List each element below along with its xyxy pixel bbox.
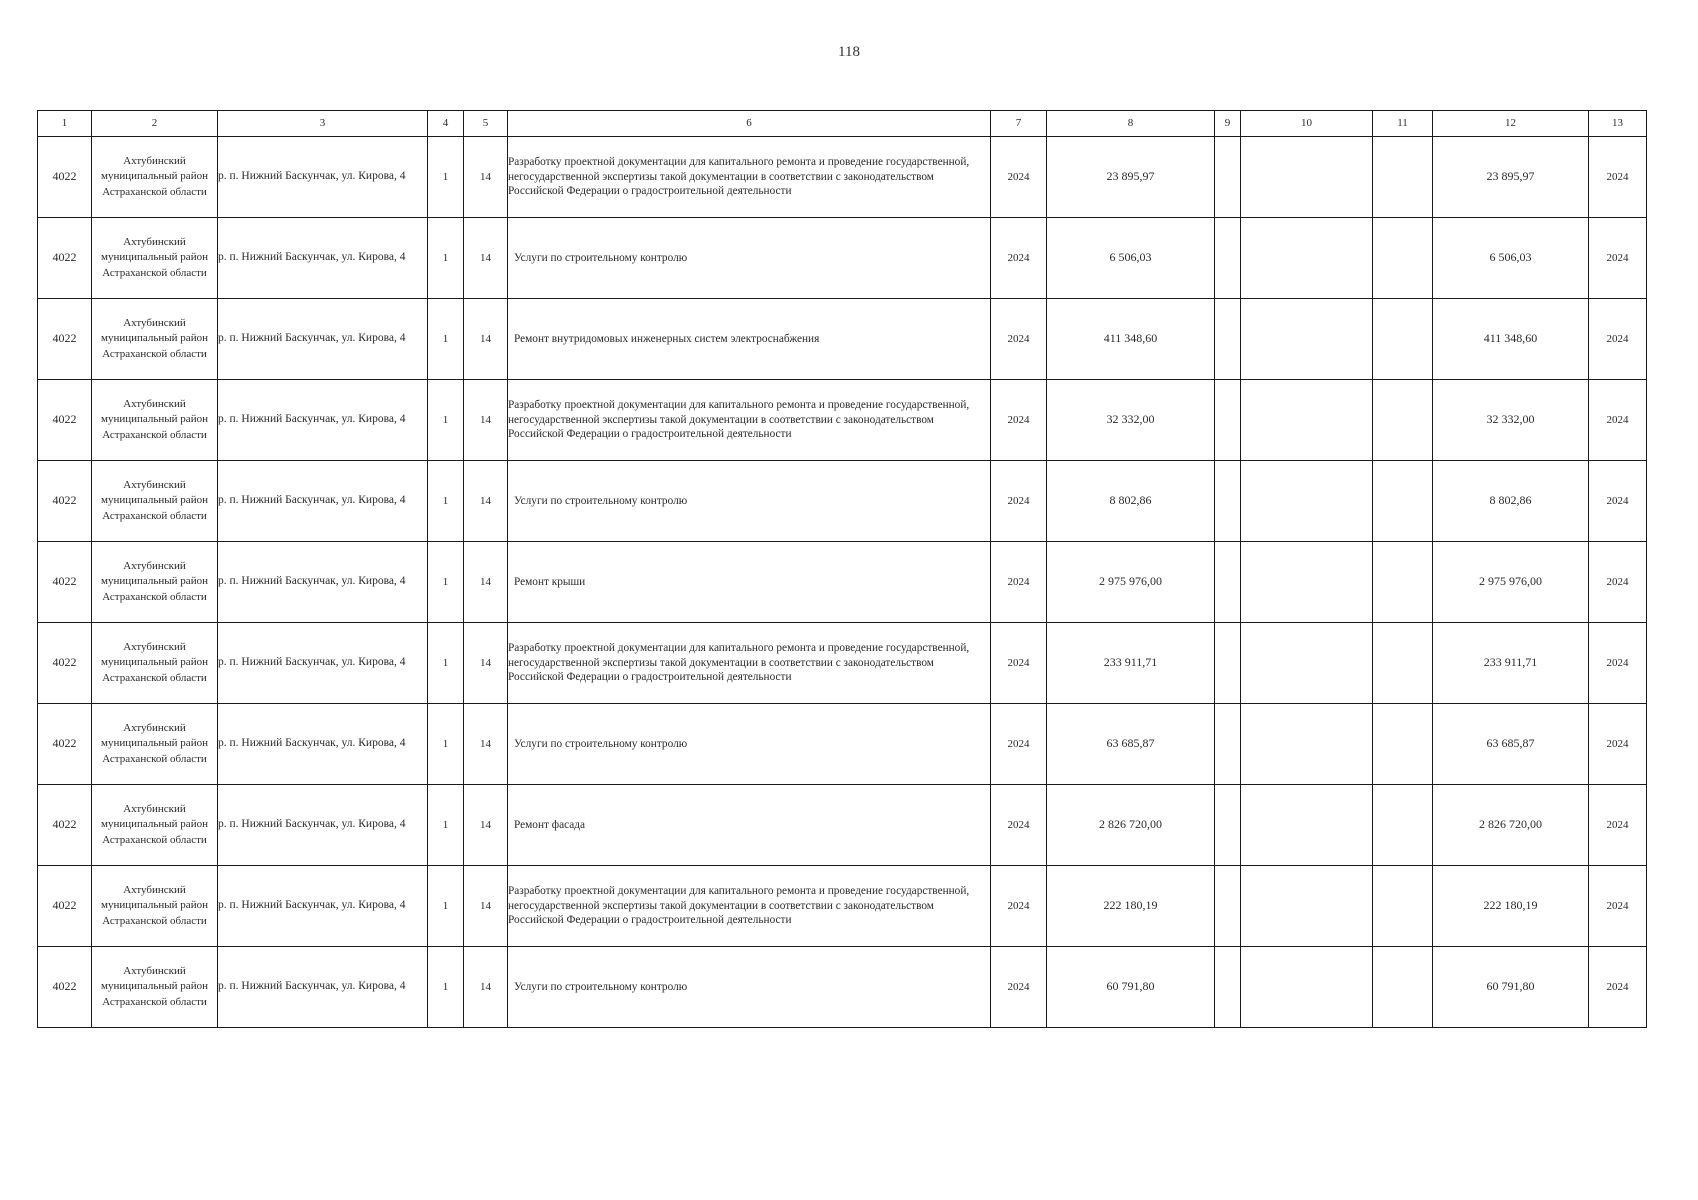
total-cost-cell: 63 685,87 <box>1047 704 1215 785</box>
year-cell: 2024 <box>991 137 1047 218</box>
col4-cell: 1 <box>428 542 464 623</box>
col11-cell <box>1373 947 1433 1028</box>
column-number: 5 <box>464 111 508 137</box>
work-type-cell: Услуги по строительному контролю <box>508 704 991 785</box>
table-row <box>38 947 1647 1028</box>
column-number: 12 <box>1433 111 1589 137</box>
col9-cell <box>1215 299 1241 380</box>
completion-year-cell: 2024 <box>1589 137 1647 218</box>
col10-cell <box>1241 218 1373 299</box>
record-id-cell: 4022 <box>38 623 92 704</box>
col11-cell <box>1373 137 1433 218</box>
record-id-cell: 4022 <box>38 380 92 461</box>
column-number-row <box>38 111 1647 137</box>
record-id-cell: 4022 <box>38 299 92 380</box>
col9-cell <box>1215 704 1241 785</box>
table-row <box>38 623 1647 704</box>
work-type-cell: Ремонт крыши <box>508 542 991 623</box>
col9-cell <box>1215 461 1241 542</box>
col5-cell: 14 <box>464 542 508 623</box>
column-number: 13 <box>1589 111 1647 137</box>
completion-year-cell: 2024 <box>1589 380 1647 461</box>
municipality-cell: Ахтубинский муниципальный район Астраханской области <box>92 137 218 218</box>
col4-cell: 1 <box>428 461 464 542</box>
repair-schedule-table <box>37 110 1647 1028</box>
year-cell: 2024 <box>991 461 1047 542</box>
year-cell: 2024 <box>991 785 1047 866</box>
total-cost-cell: 6 506,03 <box>1047 218 1215 299</box>
record-id-cell: 4022 <box>38 461 92 542</box>
fund-cost-cell: 2 826 720,00 <box>1433 785 1589 866</box>
column-number: 8 <box>1047 111 1215 137</box>
completion-year-cell: 2024 <box>1589 623 1647 704</box>
col9-cell <box>1215 785 1241 866</box>
col10-cell <box>1241 299 1373 380</box>
col10-cell <box>1241 704 1373 785</box>
year-cell: 2024 <box>991 704 1047 785</box>
col5-cell: 14 <box>464 299 508 380</box>
table-body <box>38 137 1647 1028</box>
year-cell: 2024 <box>991 542 1047 623</box>
completion-year-cell: 2024 <box>1589 461 1647 542</box>
work-type-cell: Услуги по строительному контролю <box>508 947 991 1028</box>
fund-cost-cell: 222 180,19 <box>1433 866 1589 947</box>
table-row <box>38 785 1647 866</box>
col10-cell <box>1241 137 1373 218</box>
record-id-cell: 4022 <box>38 137 92 218</box>
fund-cost-cell: 23 895,97 <box>1433 137 1589 218</box>
total-cost-cell: 23 895,97 <box>1047 137 1215 218</box>
record-id-cell: 4022 <box>38 785 92 866</box>
address-cell: р. п. Нижний Баскунчак, ул. Кирова, 4 <box>218 704 428 785</box>
col5-cell: 14 <box>464 218 508 299</box>
col5-cell: 14 <box>464 137 508 218</box>
fund-cost-cell: 2 975 976,00 <box>1433 542 1589 623</box>
address-cell: р. п. Нижний Баскунчак, ул. Кирова, 4 <box>218 623 428 704</box>
address-cell: р. п. Нижний Баскунчак, ул. Кирова, 4 <box>218 461 428 542</box>
work-type-cell: Разработку проектной документации для капитального ремонта и проведение государственной, негосударственной экспертизы такой документации в соответствии с законодательством Российской Федерации о градостроительной деятельности <box>508 137 991 218</box>
col4-cell: 1 <box>428 785 464 866</box>
total-cost-cell: 60 791,80 <box>1047 947 1215 1028</box>
col11-cell <box>1373 461 1433 542</box>
col5-cell: 14 <box>464 866 508 947</box>
completion-year-cell: 2024 <box>1589 542 1647 623</box>
col11-cell <box>1373 299 1433 380</box>
completion-year-cell: 2024 <box>1589 704 1647 785</box>
col11-cell <box>1373 380 1433 461</box>
col11-cell <box>1373 542 1433 623</box>
total-cost-cell: 8 802,86 <box>1047 461 1215 542</box>
col11-cell <box>1373 704 1433 785</box>
year-cell: 2024 <box>991 380 1047 461</box>
table-row <box>38 380 1647 461</box>
col4-cell: 1 <box>428 704 464 785</box>
col5-cell: 14 <box>464 704 508 785</box>
column-number: 6 <box>508 111 991 137</box>
record-id-cell: 4022 <box>38 947 92 1028</box>
col11-cell <box>1373 785 1433 866</box>
work-type-cell: Услуги по строительному контролю <box>508 218 991 299</box>
fund-cost-cell: 411 348,60 <box>1433 299 1589 380</box>
col4-cell: 1 <box>428 218 464 299</box>
table-row <box>38 299 1647 380</box>
col10-cell <box>1241 461 1373 542</box>
total-cost-cell: 2 975 976,00 <box>1047 542 1215 623</box>
col5-cell: 14 <box>464 785 508 866</box>
address-cell: р. п. Нижний Баскунчак, ул. Кирова, 4 <box>218 785 428 866</box>
year-cell: 2024 <box>991 299 1047 380</box>
address-cell: р. п. Нижний Баскунчак, ул. Кирова, 4 <box>218 218 428 299</box>
col5-cell: 14 <box>464 380 508 461</box>
municipality-cell: Ахтубинский муниципальный район Астраханской области <box>92 866 218 947</box>
address-cell: р. п. Нижний Баскунчак, ул. Кирова, 4 <box>218 137 428 218</box>
municipality-cell: Ахтубинский муниципальный район Астраханской области <box>92 218 218 299</box>
col4-cell: 1 <box>428 299 464 380</box>
municipality-cell: Ахтубинский муниципальный район Астраханской области <box>92 785 218 866</box>
fund-cost-cell: 63 685,87 <box>1433 704 1589 785</box>
completion-year-cell: 2024 <box>1589 947 1647 1028</box>
col9-cell <box>1215 542 1241 623</box>
col11-cell <box>1373 623 1433 704</box>
municipality-cell: Ахтубинский муниципальный район Астраханской области <box>92 623 218 704</box>
column-number: 7 <box>991 111 1047 137</box>
col10-cell <box>1241 947 1373 1028</box>
record-id-cell: 4022 <box>38 866 92 947</box>
page-number: 118 <box>838 44 860 60</box>
col4-cell: 1 <box>428 623 464 704</box>
column-number: 3 <box>218 111 428 137</box>
column-number: 1 <box>38 111 92 137</box>
table-row <box>38 704 1647 785</box>
address-cell: р. п. Нижний Баскунчак, ул. Кирова, 4 <box>218 866 428 947</box>
col9-cell <box>1215 218 1241 299</box>
col11-cell <box>1373 866 1433 947</box>
year-cell: 2024 <box>991 218 1047 299</box>
total-cost-cell: 2 826 720,00 <box>1047 785 1215 866</box>
col10-cell <box>1241 380 1373 461</box>
col4-cell: 1 <box>428 137 464 218</box>
address-cell: р. п. Нижний Баскунчак, ул. Кирова, 4 <box>218 299 428 380</box>
work-type-cell: Ремонт фасада <box>508 785 991 866</box>
completion-year-cell: 2024 <box>1589 785 1647 866</box>
col10-cell <box>1241 542 1373 623</box>
column-number: 9 <box>1215 111 1241 137</box>
table-row <box>38 218 1647 299</box>
municipality-cell: Ахтубинский муниципальный район Астраханской области <box>92 542 218 623</box>
year-cell: 2024 <box>991 866 1047 947</box>
total-cost-cell: 233 911,71 <box>1047 623 1215 704</box>
col10-cell <box>1241 785 1373 866</box>
fund-cost-cell: 8 802,86 <box>1433 461 1589 542</box>
municipality-cell: Ахтубинский муниципальный район Астраханской области <box>92 704 218 785</box>
fund-cost-cell: 233 911,71 <box>1433 623 1589 704</box>
address-cell: р. п. Нижний Баскунчак, ул. Кирова, 4 <box>218 380 428 461</box>
col5-cell: 14 <box>464 947 508 1028</box>
col10-cell <box>1241 866 1373 947</box>
col4-cell: 1 <box>428 380 464 461</box>
column-number: 10 <box>1241 111 1373 137</box>
work-type-cell: Услуги по строительному контролю <box>508 461 991 542</box>
year-cell: 2024 <box>991 947 1047 1028</box>
municipality-cell: Ахтубинский муниципальный район Астраханской области <box>92 299 218 380</box>
table-row <box>38 137 1647 218</box>
municipality-cell: Ахтубинский муниципальный район Астраханской области <box>92 380 218 461</box>
col10-cell <box>1241 623 1373 704</box>
fund-cost-cell: 32 332,00 <box>1433 380 1589 461</box>
total-cost-cell: 32 332,00 <box>1047 380 1215 461</box>
col5-cell: 14 <box>464 623 508 704</box>
record-id-cell: 4022 <box>38 542 92 623</box>
col9-cell <box>1215 380 1241 461</box>
column-number: 4 <box>428 111 464 137</box>
completion-year-cell: 2024 <box>1589 299 1647 380</box>
col9-cell <box>1215 866 1241 947</box>
year-cell: 2024 <box>991 623 1047 704</box>
col11-cell <box>1373 218 1433 299</box>
total-cost-cell: 222 180,19 <box>1047 866 1215 947</box>
col9-cell <box>1215 947 1241 1028</box>
column-number: 11 <box>1373 111 1433 137</box>
col4-cell: 1 <box>428 866 464 947</box>
fund-cost-cell: 6 506,03 <box>1433 218 1589 299</box>
col9-cell <box>1215 137 1241 218</box>
completion-year-cell: 2024 <box>1589 218 1647 299</box>
work-type-cell: Разработку проектной документации для капитального ремонта и проведение государственной, негосударственной экспертизы такой документации в соответствии с законодательством Российской Федерации о градостроительной деятельности <box>508 866 991 947</box>
address-cell: р. п. Нижний Баскунчак, ул. Кирова, 4 <box>218 947 428 1028</box>
work-type-cell: Разработку проектной документации для капитального ремонта и проведение государственной, негосударственной экспертизы такой документации в соответствии с законодательством Российской Федерации о градостроительной деятельности <box>508 623 991 704</box>
municipality-cell: Ахтубинский муниципальный район Астраханской области <box>92 947 218 1028</box>
municipality-cell: Ахтубинский муниципальный район Астраханской области <box>92 461 218 542</box>
fund-cost-cell: 60 791,80 <box>1433 947 1589 1028</box>
record-id-cell: 4022 <box>38 704 92 785</box>
record-id-cell: 4022 <box>38 218 92 299</box>
table-row <box>38 542 1647 623</box>
col5-cell: 14 <box>464 461 508 542</box>
address-cell: р. п. Нижний Баскунчак, ул. Кирова, 4 <box>218 542 428 623</box>
table-row <box>38 866 1647 947</box>
total-cost-cell: 411 348,60 <box>1047 299 1215 380</box>
work-type-cell: Разработку проектной документации для капитального ремонта и проведение государственной, негосударственной экспертизы такой документации в соответствии с законодательством Российской Федерации о градостроительной деятельности <box>508 380 991 461</box>
completion-year-cell: 2024 <box>1589 866 1647 947</box>
col9-cell <box>1215 623 1241 704</box>
col4-cell: 1 <box>428 947 464 1028</box>
work-type-cell: Ремонт внутридомовых инженерных систем электроснабжения <box>508 299 991 380</box>
table-row <box>38 461 1647 542</box>
column-number: 2 <box>92 111 218 137</box>
